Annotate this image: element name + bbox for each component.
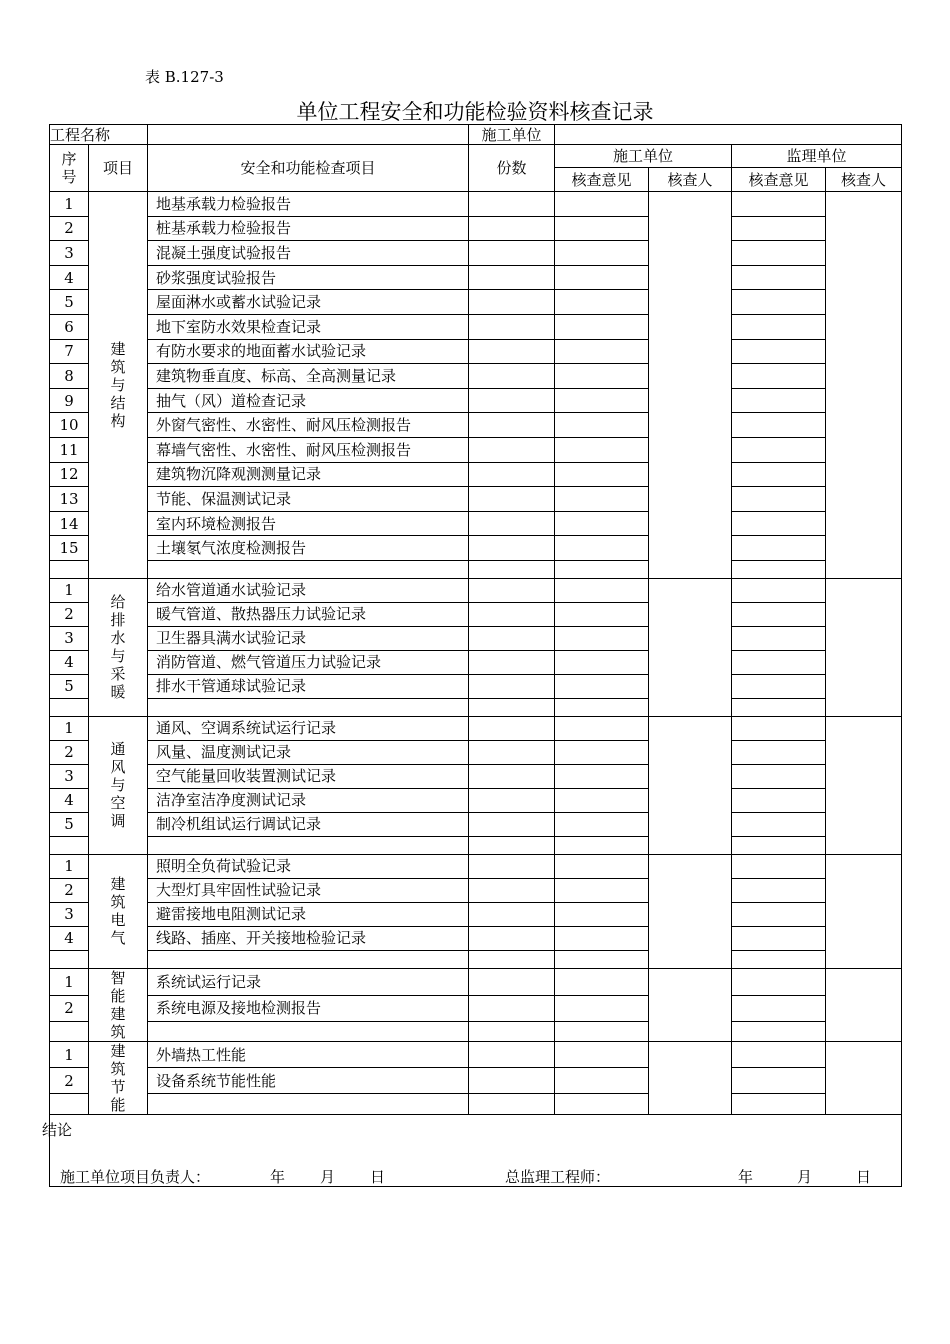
- copies-cell[interactable]: [469, 578, 555, 602]
- construction-opinion-cell[interactable]: [555, 511, 649, 536]
- table-row: [50, 674, 902, 698]
- row-number: 5: [50, 674, 89, 698]
- supervision-opinion-cell[interactable]: [732, 602, 826, 626]
- row-number: 2: [50, 740, 89, 764]
- check-item: 幕墙气密性、水密性、耐风压检测报告: [148, 437, 469, 462]
- construction-opinion-cell[interactable]: [555, 716, 649, 740]
- supervision-opinion-cell[interactable]: [732, 265, 826, 290]
- col-check-item-header: 安全和功能检查项目: [148, 145, 469, 192]
- copies-cell[interactable]: [469, 878, 555, 902]
- construction-opinion-cell[interactable]: [555, 764, 649, 788]
- check-item: 制冷机组试运行调试记录: [148, 812, 469, 836]
- check-item: 外墙热工性能: [148, 1041, 469, 1067]
- copies-cell[interactable]: [469, 716, 555, 740]
- row-number: 13: [50, 487, 89, 512]
- supervision-opinion-cell[interactable]: [732, 995, 826, 1022]
- col-copies-header: 份数: [469, 145, 555, 192]
- check-item: 建筑物垂直度、标高、全高测量记录: [148, 364, 469, 389]
- check-item: 照明全负荷试验记录: [148, 854, 469, 878]
- construction-opinion-cell[interactable]: [555, 536, 649, 561]
- check-item: 地下室防水效果检查记录: [148, 314, 469, 339]
- blank-row: [50, 950, 902, 968]
- copies-cell[interactable]: [469, 241, 555, 266]
- check-item: 有防水要求的地面蓄水试验记录: [148, 339, 469, 364]
- row-number: 2: [50, 878, 89, 902]
- supervision-opinion-cell[interactable]: [732, 364, 826, 389]
- table-row: [50, 995, 902, 1022]
- copies-cell[interactable]: [469, 854, 555, 878]
- check-item: 卫生器具满水试验记录: [148, 626, 469, 650]
- check-item: 暖气管道、散热器压力试验记录: [148, 602, 469, 626]
- check-item: 给水管道通水试验记录: [148, 578, 469, 602]
- row-number: 12: [50, 462, 89, 487]
- construction-opinion-cell[interactable]: [555, 1068, 649, 1094]
- table-row: [50, 854, 902, 878]
- check-item: 排水干管通球试验记录: [148, 674, 469, 698]
- col-construction-opinion-header: 核查意见: [555, 168, 649, 192]
- blank-cell[interactable]: [732, 560, 826, 578]
- construction-checker-cell[interactable]: [649, 1041, 732, 1114]
- blank-cell[interactable]: [555, 698, 649, 716]
- supervision-opinion-cell[interactable]: [732, 487, 826, 512]
- row-number: 3: [50, 764, 89, 788]
- table-row: [50, 487, 902, 512]
- conclusion-cell[interactable]: [42, 1114, 902, 1186]
- construction-opinion-cell[interactable]: [555, 314, 649, 339]
- construction-opinion-cell[interactable]: [555, 854, 649, 878]
- table-row: [50, 339, 902, 364]
- project-name-value[interactable]: [148, 125, 469, 145]
- copies-cell[interactable]: [469, 314, 555, 339]
- blank-cell[interactable]: [50, 1094, 89, 1115]
- blank-cell[interactable]: [732, 1094, 826, 1115]
- sign-year-1: 年: [270, 1167, 286, 1186]
- col-supervision-opinion-header: 核查意见: [732, 168, 826, 192]
- copies-cell[interactable]: [469, 740, 555, 764]
- row-number: 14: [50, 511, 89, 536]
- construction-opinion-cell[interactable]: [555, 487, 649, 512]
- supervision-opinion-cell[interactable]: [732, 626, 826, 650]
- blank-cell[interactable]: [50, 950, 89, 968]
- supervision-opinion-cell[interactable]: [732, 650, 826, 674]
- blank-cell[interactable]: [148, 1022, 469, 1042]
- table-row: [50, 364, 902, 389]
- construction-opinion-cell[interactable]: [555, 216, 649, 241]
- construction-opinion-cell[interactable]: [555, 241, 649, 266]
- copies-cell[interactable]: [469, 413, 555, 438]
- table-row: [50, 536, 902, 561]
- conclusion-row: [50, 1114, 902, 1186]
- row-number: 5: [50, 812, 89, 836]
- check-item: 抽气（风）道检查记录: [148, 388, 469, 413]
- row-number: 10: [50, 413, 89, 438]
- construction-opinion-cell[interactable]: [555, 339, 649, 364]
- supervision-opinion-cell[interactable]: [732, 437, 826, 462]
- supervision-opinion-cell[interactable]: [732, 926, 826, 950]
- row-number: 4: [50, 265, 89, 290]
- copies-cell[interactable]: [469, 626, 555, 650]
- supervision-opinion-cell[interactable]: [732, 216, 826, 241]
- row-number: 11: [50, 437, 89, 462]
- sign-year-2: 年: [738, 1167, 754, 1186]
- blank-cell[interactable]: [469, 560, 555, 578]
- blank-cell[interactable]: [50, 560, 89, 578]
- construction-opinion-cell[interactable]: [555, 902, 649, 926]
- row-number: 4: [50, 650, 89, 674]
- check-item: 洁净室洁净度测试记录: [148, 788, 469, 812]
- blank-cell[interactable]: [469, 1094, 555, 1115]
- construction-sign-label: 施工单位项目负责人：: [60, 1167, 211, 1186]
- blank-cell[interactable]: [732, 698, 826, 716]
- supervision-opinion-cell[interactable]: [732, 740, 826, 764]
- blank-cell[interactable]: [555, 560, 649, 578]
- supervision-opinion-cell[interactable]: [732, 578, 826, 602]
- copies-cell[interactable]: [469, 290, 555, 315]
- supervision-checker-cell[interactable]: [826, 968, 902, 1041]
- supervision-opinion-cell[interactable]: [732, 536, 826, 561]
- blank-cell[interactable]: [50, 1022, 89, 1042]
- check-item: 外窗气密性、水密性、耐风压检测报告: [148, 413, 469, 438]
- construction-opinion-cell[interactable]: [555, 437, 649, 462]
- table-row: [50, 192, 902, 217]
- construction-opinion-cell[interactable]: [555, 1041, 649, 1067]
- check-item: 设备系统节能性能: [148, 1068, 469, 1094]
- row-number: 2: [50, 602, 89, 626]
- supervision-opinion-cell[interactable]: [732, 462, 826, 487]
- supervision-opinion-cell[interactable]: [732, 241, 826, 266]
- check-item: 地基承载力检验报告: [148, 192, 469, 217]
- check-item: 屋面淋水或蓄水试验记录: [148, 290, 469, 315]
- sign-month-2: 月: [797, 1167, 813, 1186]
- supervision-checker-cell[interactable]: [826, 578, 902, 716]
- check-item: 空气能量回收装置测试记录: [148, 764, 469, 788]
- col-supervision-checker-header: 核查人: [826, 168, 902, 192]
- table-row: [50, 1041, 902, 1067]
- row-number: 1: [50, 192, 89, 217]
- check-item: 桩基承载力检验报告: [148, 216, 469, 241]
- blank-cell[interactable]: [469, 836, 555, 854]
- blank-cell[interactable]: [555, 836, 649, 854]
- construction-opinion-cell[interactable]: [555, 364, 649, 389]
- blank-cell[interactable]: [555, 1094, 649, 1115]
- row-number: 15: [50, 536, 89, 561]
- construction-opinion-cell[interactable]: [555, 265, 649, 290]
- construction-checker-cell[interactable]: [649, 578, 732, 716]
- construction-opinion-cell[interactable]: [555, 578, 649, 602]
- check-item: 砂浆强度试验报告: [148, 265, 469, 290]
- table-row: [50, 578, 902, 602]
- supervision-opinion-cell[interactable]: [732, 674, 826, 698]
- copies-cell[interactable]: [469, 265, 555, 290]
- check-item: 土壤氡气浓度检测报告: [148, 536, 469, 561]
- construction-opinion-cell[interactable]: [555, 650, 649, 674]
- section-label: 通 风 与 空 调: [89, 716, 148, 854]
- sign-month-1: 月: [320, 1167, 336, 1186]
- supervision-checker-cell[interactable]: [826, 1041, 902, 1114]
- copies-cell[interactable]: [469, 995, 555, 1022]
- table-row: [50, 413, 902, 438]
- check-item: 消防管道、燃气管道压力试验记录: [148, 650, 469, 674]
- blank-cell[interactable]: [50, 698, 89, 716]
- construction-opinion-cell[interactable]: [555, 192, 649, 217]
- section-label: 建 筑 电 气: [89, 854, 148, 968]
- table-row: [50, 462, 902, 487]
- row-number: 4: [50, 926, 89, 950]
- copies-cell[interactable]: [469, 487, 555, 512]
- row-number: 1: [50, 854, 89, 878]
- table-row: [50, 602, 902, 626]
- construction-opinion-cell[interactable]: [555, 626, 649, 650]
- row-number: 4: [50, 788, 89, 812]
- check-item: 风量、温度测试记录: [148, 740, 469, 764]
- table-row: [50, 314, 902, 339]
- copies-cell[interactable]: [469, 437, 555, 462]
- col-supervision-unit-header: 监理单位: [732, 145, 902, 168]
- copies-cell[interactable]: [469, 339, 555, 364]
- conclusion-label: 结论: [42, 1120, 73, 1139]
- copies-cell[interactable]: [469, 1041, 555, 1067]
- blank-cell[interactable]: [469, 1022, 555, 1042]
- check-item: 室内环境检测报告: [148, 511, 469, 536]
- row-number: 7: [50, 339, 89, 364]
- supervision-opinion-cell[interactable]: [732, 902, 826, 926]
- table-row: [50, 241, 902, 266]
- construction-checker-cell[interactable]: [649, 716, 732, 854]
- copies-cell[interactable]: [469, 536, 555, 561]
- form-code: 表 B.127-3: [145, 68, 224, 86]
- construction-opinion-cell[interactable]: [555, 462, 649, 487]
- blank-cell[interactable]: [148, 950, 469, 968]
- copies-cell[interactable]: [469, 764, 555, 788]
- col-seq-header: 序 号: [50, 145, 89, 192]
- check-table: [42, 124, 902, 1187]
- sign-day-1: 日: [370, 1167, 386, 1186]
- supervision-opinion-cell[interactable]: [732, 339, 826, 364]
- check-item: 避雷接地电阻测试记录: [148, 902, 469, 926]
- row-number: 1: [50, 578, 89, 602]
- supervision-opinion-cell[interactable]: [732, 1068, 826, 1094]
- blank-row: [50, 560, 902, 578]
- supervision-opinion-cell[interactable]: [732, 413, 826, 438]
- copies-cell[interactable]: [469, 926, 555, 950]
- blank-cell[interactable]: [148, 836, 469, 854]
- construction-opinion-cell[interactable]: [555, 995, 649, 1022]
- supervision-opinion-cell[interactable]: [732, 511, 826, 536]
- row-number: 6: [50, 314, 89, 339]
- section-label: 建 筑 节 能: [89, 1041, 148, 1114]
- table-row: [50, 650, 902, 674]
- check-item: 线路、插座、开关接地检验记录: [148, 926, 469, 950]
- blank-cell[interactable]: [148, 698, 469, 716]
- copies-cell[interactable]: [469, 1068, 555, 1094]
- col-construction-unit-header: 施工单位: [555, 145, 732, 168]
- copies-cell[interactable]: [469, 674, 555, 698]
- blank-cell[interactable]: [732, 950, 826, 968]
- supervision-opinion-cell[interactable]: [732, 716, 826, 740]
- row-number: 3: [50, 902, 89, 926]
- supervision-checker-cell[interactable]: [826, 716, 902, 854]
- construction-checker-cell[interactable]: [649, 192, 732, 579]
- construction-opinion-cell[interactable]: [555, 740, 649, 764]
- construction-opinion-cell[interactable]: [555, 788, 649, 812]
- supervision-opinion-cell[interactable]: [732, 788, 826, 812]
- supervision-opinion-cell[interactable]: [732, 854, 826, 878]
- supervision-opinion-cell[interactable]: [732, 1041, 826, 1067]
- check-item: 混凝土强度试验报告: [148, 241, 469, 266]
- section-label: 建 筑 与 结 构: [89, 192, 148, 579]
- blank-cell[interactable]: [469, 950, 555, 968]
- col-item-header: 项目: [89, 145, 148, 192]
- construction-opinion-cell[interactable]: [555, 812, 649, 836]
- supervision-checker-cell[interactable]: [826, 854, 902, 968]
- construction-opinion-cell[interactable]: [555, 674, 649, 698]
- construction-opinion-cell[interactable]: [555, 968, 649, 995]
- row-number: 2: [50, 1068, 89, 1094]
- construction-checker-cell[interactable]: [649, 854, 732, 968]
- check-item: 系统电源及接地检测报告: [148, 995, 469, 1022]
- check-item: 建筑物沉降观测测量记录: [148, 462, 469, 487]
- construction-unit-label: 施工单位: [469, 125, 555, 145]
- col-construction-checker-header: 核查人: [649, 168, 732, 192]
- blank-cell[interactable]: [50, 836, 89, 854]
- sign-day-2: 日: [856, 1167, 872, 1186]
- construction-opinion-cell[interactable]: [555, 602, 649, 626]
- copies-cell[interactable]: [469, 364, 555, 389]
- construction-opinion-cell[interactable]: [555, 926, 649, 950]
- blank-row: [50, 698, 902, 716]
- row-number: 2: [50, 216, 89, 241]
- table-row: [50, 388, 902, 413]
- blank-cell[interactable]: [732, 1022, 826, 1042]
- supervision-opinion-cell[interactable]: [732, 968, 826, 995]
- blank-cell[interactable]: [148, 1094, 469, 1115]
- blank-cell[interactable]: [555, 950, 649, 968]
- construction-unit-value[interactable]: [555, 125, 902, 145]
- blank-cell[interactable]: [469, 698, 555, 716]
- supervision-opinion-cell[interactable]: [732, 878, 826, 902]
- copies-cell[interactable]: [469, 216, 555, 241]
- supervision-opinion-cell[interactable]: [732, 314, 826, 339]
- project-name-label: 工程名称: [50, 125, 148, 145]
- section-label: 智 能 建 筑: [89, 968, 148, 1041]
- table-row: [50, 788, 902, 812]
- table-row: [50, 902, 902, 926]
- construction-opinion-cell[interactable]: [555, 388, 649, 413]
- supervision-opinion-cell[interactable]: [732, 192, 826, 217]
- table-row: [50, 265, 902, 290]
- form-title: 单位工程安全和功能检验资料核查记录: [296, 100, 654, 124]
- blank-cell[interactable]: [148, 560, 469, 578]
- supervision-checker-cell[interactable]: [826, 192, 902, 579]
- table-row: [50, 511, 902, 536]
- row-number: 2: [50, 995, 89, 1022]
- copies-cell[interactable]: [469, 388, 555, 413]
- construction-opinion-cell[interactable]: [555, 290, 649, 315]
- copies-cell[interactable]: [469, 812, 555, 836]
- supervision-opinion-cell[interactable]: [732, 388, 826, 413]
- supervision-opinion-cell[interactable]: [732, 812, 826, 836]
- table-row: [50, 812, 902, 836]
- copies-cell[interactable]: [469, 902, 555, 926]
- copies-cell[interactable]: [469, 511, 555, 536]
- table-row: [50, 437, 902, 462]
- table-row: [50, 878, 902, 902]
- copies-cell[interactable]: [469, 968, 555, 995]
- row-number: 5: [50, 290, 89, 315]
- copies-cell[interactable]: [469, 192, 555, 217]
- blank-row: [50, 836, 902, 854]
- copies-cell[interactable]: [469, 788, 555, 812]
- copies-cell[interactable]: [469, 650, 555, 674]
- row-number: 1: [50, 968, 89, 995]
- row-number: 3: [50, 626, 89, 650]
- supervisor-sign-label: 总监理工程师：: [505, 1167, 611, 1186]
- table-row: [50, 626, 902, 650]
- blank-cell[interactable]: [555, 1022, 649, 1042]
- table-row: [50, 740, 902, 764]
- table-row: [50, 216, 902, 241]
- copies-cell[interactable]: [469, 462, 555, 487]
- supervision-opinion-cell[interactable]: [732, 290, 826, 315]
- table-row: [50, 764, 902, 788]
- section-label: 给 排 水 与 采 暖: [89, 578, 148, 716]
- blank-row: [50, 1022, 902, 1042]
- row-number: 1: [50, 1041, 89, 1067]
- row-number: 3: [50, 241, 89, 266]
- blank-row: [50, 1094, 902, 1115]
- construction-opinion-cell[interactable]: [555, 413, 649, 438]
- check-item: 节能、保温测试记录: [148, 487, 469, 512]
- check-item: 通风、空调系统试运行记录: [148, 716, 469, 740]
- check-item: 系统试运行记录: [148, 968, 469, 995]
- construction-checker-cell[interactable]: [649, 968, 732, 1041]
- row-number: 9: [50, 388, 89, 413]
- table-row: [50, 716, 902, 740]
- table-row: [50, 1068, 902, 1094]
- table-row: [50, 968, 902, 995]
- row-number: 8: [50, 364, 89, 389]
- table-row: [50, 290, 902, 315]
- blank-cell[interactable]: [732, 836, 826, 854]
- construction-opinion-cell[interactable]: [555, 878, 649, 902]
- table-row: [50, 926, 902, 950]
- check-item: 大型灯具牢固性试验记录: [148, 878, 469, 902]
- copies-cell[interactable]: [469, 602, 555, 626]
- row-number: 1: [50, 716, 89, 740]
- supervision-opinion-cell[interactable]: [732, 764, 826, 788]
